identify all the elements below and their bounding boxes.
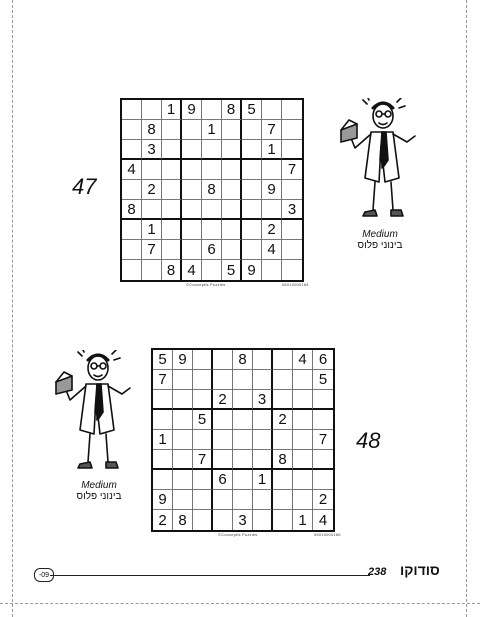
sudoku-cell[interactable]: 9 [242,260,262,280]
sudoku-cell[interactable] [173,410,193,430]
sudoku-cell[interactable]: 8 [233,350,253,370]
sudoku-cell[interactable] [173,370,193,390]
sudoku-cell[interactable] [293,410,313,430]
sudoku-cell[interactable] [202,260,222,280]
sudoku-cell[interactable]: 1 [202,120,222,140]
sudoku-cell[interactable] [242,240,262,260]
sudoku-cell[interactable] [262,160,282,180]
sudoku-cell[interactable] [142,260,162,280]
sudoku-cell[interactable]: 1 [293,510,313,530]
sudoku-cell[interactable]: 5 [313,370,333,390]
sudoku-cell[interactable] [282,140,302,160]
sudoku-cell[interactable]: 8 [142,120,162,140]
sudoku-cell[interactable]: 5 [193,410,213,430]
sudoku-cell[interactable] [222,160,242,180]
fold-guide-left [12,0,13,617]
sudoku-cell[interactable] [253,450,273,470]
sudoku-cell[interactable] [253,490,273,510]
sudoku-cell[interactable]: 7 [153,370,173,390]
sudoku-cell[interactable] [213,510,233,530]
sudoku-cell[interactable]: 8 [273,450,293,470]
sudoku-cell[interactable]: 5 [222,260,242,280]
difficulty-english: Medium [362,229,398,240]
sudoku-cell[interactable] [213,350,233,370]
sudoku-cell[interactable]: 3 [233,510,253,530]
sudoku-cell[interactable] [293,390,313,410]
sudoku-cell[interactable] [173,430,193,450]
sudoku-cell[interactable]: 7 [142,240,162,260]
sudoku-cell[interactable] [193,390,213,410]
sudoku-cell[interactable] [162,140,182,160]
sudoku-cell[interactable] [182,220,202,240]
sudoku-cell[interactable] [282,120,302,140]
sudoku-cell[interactable]: 5 [242,100,262,120]
puzzle-code: 06010000165 [314,532,341,537]
sudoku-cell[interactable] [222,200,242,220]
sudoku-cell[interactable] [242,180,262,200]
sudoku-cell[interactable] [162,120,182,140]
sudoku-cell[interactable] [182,140,202,160]
sudoku-cell[interactable] [233,390,253,410]
sudoku-cell[interactable] [162,200,182,220]
sudoku-cell[interactable] [193,350,213,370]
sudoku-cell[interactable] [153,450,173,470]
sudoku-cell[interactable]: 1 [262,140,282,160]
sudoku-cell[interactable]: 9 [182,100,202,120]
sudoku-cell[interactable] [253,410,273,430]
sudoku-cell[interactable] [213,430,233,450]
sudoku-cell[interactable] [193,490,213,510]
sudoku-cell[interactable] [313,410,333,430]
sudoku-cell[interactable] [193,370,213,390]
sudoku-cell[interactable] [173,470,193,490]
sudoku-cell[interactable] [233,490,253,510]
sudoku-cell[interactable] [193,430,213,450]
sudoku-grid-47[interactable] [120,98,304,282]
sudoku-cell[interactable]: 4 [318,511,328,529]
sudoku-cell[interactable] [253,370,273,390]
sudoku-cell[interactable] [282,240,302,260]
sudoku-cell[interactable]: 2 [153,510,173,530]
sudoku-cell[interactable] [213,410,233,430]
sudoku-cell[interactable]: 2 [213,390,233,410]
sudoku-cell[interactable]: 8 [173,510,193,530]
sudoku-cell[interactable] [233,470,253,490]
sudoku-cell[interactable] [142,100,162,120]
sudoku-cell[interactable]: 8 [222,100,242,120]
sudoku-cell[interactable] [313,470,333,490]
sudoku-cell[interactable] [262,100,282,120]
sudoku-cell[interactable]: 8 [202,180,222,200]
sudoku-cell[interactable]: 3 [253,390,273,410]
sudoku-cell[interactable] [202,140,222,160]
fold-guide-bottom [0,603,480,604]
sudoku-cell[interactable] [273,490,293,510]
sudoku-cell[interactable] [273,350,293,370]
sudoku-cell[interactable] [273,470,293,490]
sudoku-cell[interactable]: 4 [122,160,142,180]
sudoku-cell[interactable] [293,490,313,510]
sudoku-cell[interactable]: 4 [262,240,282,260]
sudoku-cell[interactable]: 9 [262,180,282,200]
sudoku-cell[interactable]: 3 [142,140,162,160]
sudoku-cell[interactable] [233,430,253,450]
sudoku-cell[interactable]: 2 [262,220,282,240]
sudoku-cell[interactable]: 6 [213,470,233,490]
sudoku-cell[interactable] [162,220,182,240]
sudoku-cell[interactable] [233,370,253,390]
puzzle-number: 47 [72,174,97,199]
sudoku-cell[interactable]: 6 [202,240,222,260]
sudoku-cell[interactable] [313,450,333,470]
sudoku-cell[interactable]: 7 [193,450,213,470]
sudoku-cell[interactable] [182,120,202,140]
sudoku-cell[interactable] [202,200,222,220]
sudoku-cell[interactable] [282,100,302,120]
sudoku-cell[interactable] [273,370,293,390]
sudoku-cell[interactable] [202,100,222,120]
sudoku-cell[interactable] [222,180,242,200]
puzzle-credit: ©Conceptis Puzzles [218,532,258,537]
sudoku-cell[interactable] [193,510,213,530]
sudoku-cell[interactable]: 8 [122,200,142,220]
sudoku-cell[interactable] [202,160,222,180]
sudoku-cell[interactable]: 1 [253,470,273,490]
puzzle-code: 06010000164 [282,282,309,287]
fold-guide-right [466,0,467,617]
sudoku-cell[interactable] [242,200,262,220]
sudoku-cell[interactable]: 1 [142,220,162,240]
sudoku-cell[interactable]: 2 [273,410,293,430]
sudoku-cell[interactable] [122,260,142,280]
sudoku-cell[interactable] [213,370,233,390]
sudoku-cell[interactable] [253,430,273,450]
sudoku-cell[interactable] [162,180,182,200]
sudoku-cell[interactable] [222,240,242,260]
difficulty-label [64,480,134,502]
scientist-cartoon-icon [335,98,425,226]
sudoku-cell[interactable] [122,140,142,160]
sudoku-cell[interactable] [173,490,193,510]
sudoku-cell[interactable] [202,220,222,240]
sudoku-cell[interactable] [273,430,293,450]
sudoku-cell[interactable] [222,220,242,240]
sudoku-cell[interactable] [262,200,282,220]
sudoku-cell[interactable]: 7 [282,160,302,180]
footer-badge: -09 [34,568,54,582]
sudoku-cell[interactable] [253,350,273,370]
sudoku-cell[interactable] [173,390,193,410]
sudoku-cell[interactable]: 6 [313,350,333,370]
scientist-cartoon-icon [50,350,140,478]
sudoku-cell[interactable] [182,200,202,220]
sudoku-cell[interactable] [162,160,182,180]
sudoku-cell[interactable] [142,160,162,180]
sudoku-cell[interactable] [293,470,313,490]
sudoku-cell[interactable]: 3 [282,200,302,220]
sudoku-cell[interactable] [282,180,302,200]
sudoku-cell[interactable] [282,260,302,280]
sudoku-cell[interactable] [242,140,262,160]
sudoku-cell[interactable] [233,450,253,470]
difficulty-hebrew: בינוני פלוס [76,491,122,502]
sudoku-cell[interactable]: 8 [162,260,182,280]
sudoku-cell[interactable] [242,220,262,240]
sudoku-cell[interactable] [122,180,142,200]
sudoku-cell[interactable] [182,180,202,200]
difficulty-label [345,229,415,251]
sudoku-cell[interactable]: 9 [173,350,193,370]
sudoku-cell[interactable]: 7 [262,120,282,140]
sudoku-cell[interactable]: 4 [182,260,202,280]
sudoku-cell[interactable] [122,120,142,140]
sudoku-cell[interactable]: 1 [162,100,182,120]
sudoku-cell[interactable] [262,260,282,280]
sudoku-cell[interactable] [293,430,313,450]
sudoku-cell[interactable] [153,390,173,410]
sudoku-cell[interactable] [173,450,193,470]
sudoku-cell[interactable] [253,510,273,530]
sudoku-cell[interactable]: 1 [153,430,173,450]
brand-logo: סודוקו [400,562,440,578]
sudoku-cell[interactable] [122,240,142,260]
sudoku-cell[interactable] [153,470,173,490]
puzzle-number: 48 [356,428,381,453]
sudoku-cell[interactable] [213,450,233,470]
sudoku-cell[interactable] [182,160,202,180]
sudoku-cell[interactable] [162,240,182,260]
sudoku-cell[interactable]: 4 [293,350,313,370]
sudoku-cell[interactable]: 7 [313,430,333,450]
footer-rule [50,575,370,576]
sudoku-cell[interactable] [273,390,293,410]
sudoku-cell[interactable] [222,140,242,160]
sudoku-cell[interactable] [313,390,333,410]
sudoku-cell[interactable] [282,220,302,240]
sudoku-cell[interactable] [242,120,262,140]
sudoku-cell[interactable] [213,490,233,510]
sudoku-cell[interactable] [293,370,313,390]
sudoku-cell[interactable]: 9 [153,490,173,510]
sudoku-cell[interactable] [242,160,262,180]
sudoku-cell[interactable] [142,200,162,220]
sudoku-cell[interactable] [182,240,202,260]
puzzle-credit: ©Conceptis Puzzles [186,282,226,287]
sudoku-cell[interactable] [293,450,313,470]
difficulty-english: Medium [81,480,117,491]
sudoku-cell[interactable] [193,470,213,490]
sudoku-cell[interactable]: 2 [142,180,162,200]
sudoku-cell[interactable] [122,220,142,240]
page-number: 238 [368,566,387,578]
sudoku-cell[interactable]: 5 [153,350,173,370]
sudoku-cell[interactable] [273,510,293,530]
sudoku-cell[interactable]: 2 [313,490,333,510]
sudoku-grid-48[interactable] [151,348,335,532]
sudoku-cell[interactable] [222,120,242,140]
sudoku-cell[interactable] [233,410,253,430]
difficulty-hebrew: בינוני פלוס [357,240,403,251]
sudoku-cell[interactable] [122,100,142,120]
sudoku-cell[interactable] [153,410,173,430]
